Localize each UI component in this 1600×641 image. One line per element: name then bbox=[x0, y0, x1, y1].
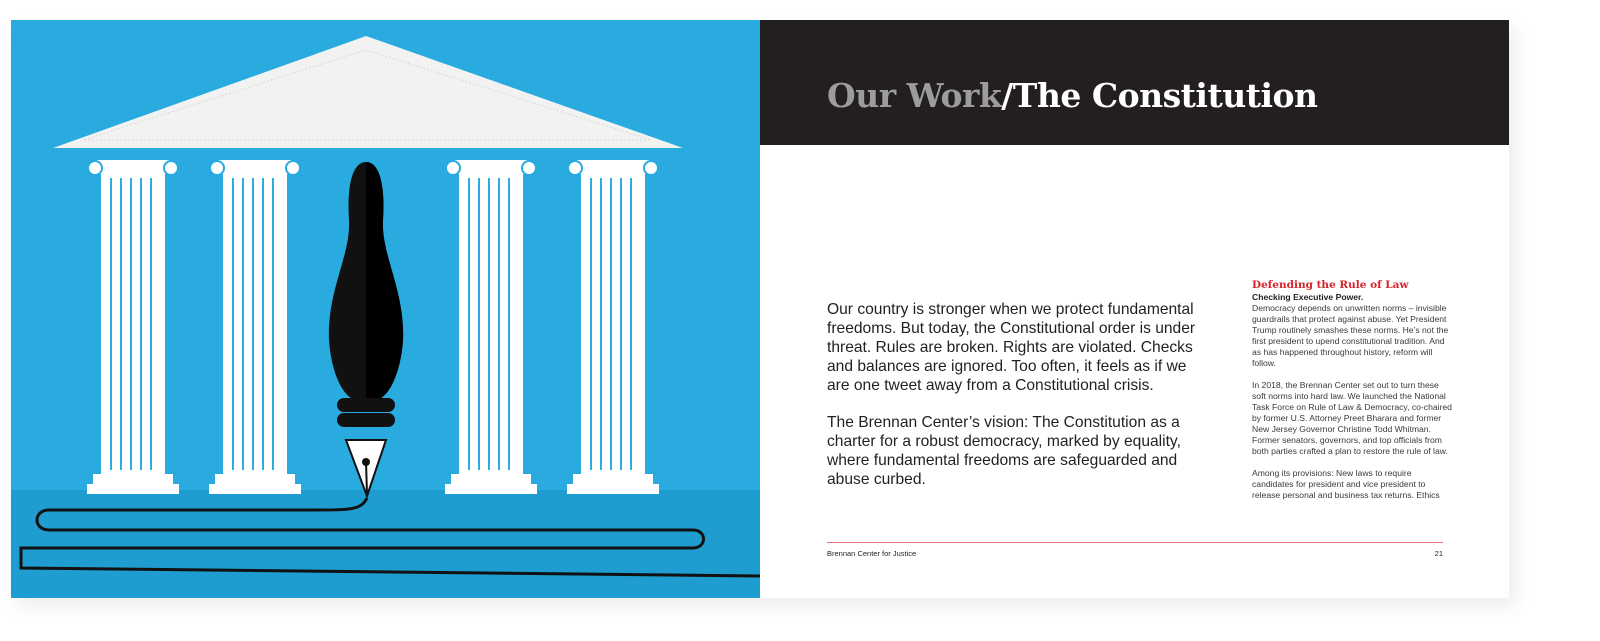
footer-publication: Brennan Center for Justice bbox=[827, 549, 917, 558]
pediment bbox=[53, 36, 683, 148]
title-section: Our Work bbox=[827, 76, 1002, 115]
sidebar-subheading: Checking Executive Power. bbox=[1252, 292, 1364, 302]
sidebar-paragraph-1: Democracy depends on unwritten norms – invisible guardrails that protect against abuse. Yet President Trump routinely smashes these norms. He’s not the first president to upend constitutional tradition. And as has happened throughout history, reform will follow. bbox=[1252, 303, 1449, 368]
page-number: 21 bbox=[1434, 549, 1443, 558]
intro-paragraph-1: Our country is stronger when we protect fundamental freedoms. But today, the Constitutional order is under threat. Rules are broken. Rights are violated. Checks and balances are ignored. Too often, it feels as if we are one tweet away from a Constitutional crisis. bbox=[827, 301, 1196, 394]
page-title bbox=[827, 76, 1317, 115]
column-2 bbox=[209, 160, 301, 494]
sidebar-heading: Defending the Rule of Law bbox=[1252, 279, 1409, 291]
fountain-pen-icon bbox=[329, 162, 403, 496]
footer-rule bbox=[827, 542, 1443, 543]
sidebar-paragraph-2: In 2018, the Brennan Center set out to turn these soft norms into hard law. We launched the National Task Force on Rule of Law & Democracy, co-chaired by former U.S. Attorney Preet Bharara and former New Jersey Governor Christine Todd Whitman. Former senators, governors, and top officials from both parties crafted a plan to restore the rule of law. bbox=[1252, 380, 1452, 456]
intro-paragraph-2: The Brennan Center’s vision: The Constitution as a charter for a robust democracy, marked by equality, where fundamental freedoms are safeguarded and abuse curbed. bbox=[827, 414, 1181, 488]
column-1 bbox=[87, 160, 179, 494]
ground bbox=[11, 490, 760, 598]
title-topic: /The Constitution bbox=[1001, 76, 1318, 115]
sidebar-paragraph-3: Among its provisions: New laws to require candidates for president and vice president to release personal and business tax returns. Ethics bbox=[1252, 468, 1440, 500]
document-spread bbox=[11, 20, 1509, 598]
temple-pen-illustration bbox=[11, 20, 760, 598]
column-3 bbox=[445, 160, 537, 494]
text-page bbox=[760, 20, 1509, 598]
sidebar-column bbox=[1252, 279, 1452, 512]
column-4 bbox=[567, 160, 659, 494]
intro-text bbox=[827, 300, 1197, 507]
title-bar bbox=[760, 20, 1509, 145]
illustration-page bbox=[11, 20, 760, 598]
